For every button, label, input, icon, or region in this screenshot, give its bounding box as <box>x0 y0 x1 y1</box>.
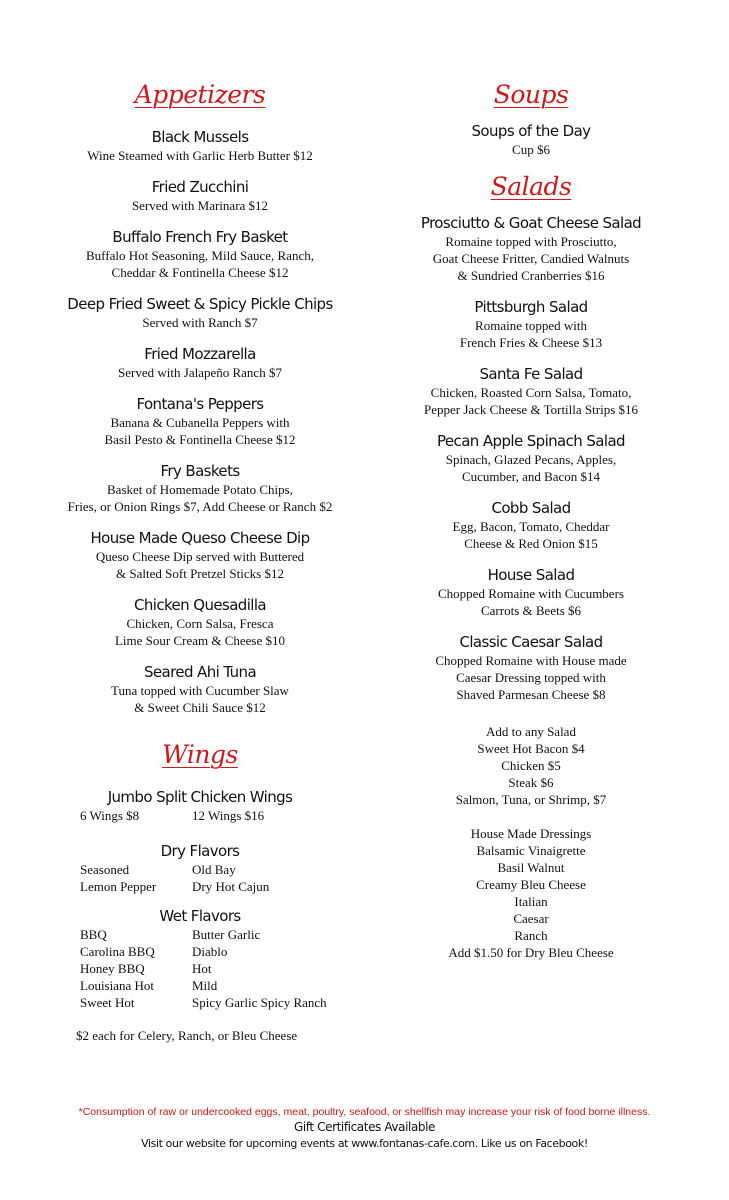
menu-item-description <box>390 233 672 284</box>
menu-item-description-line: French Fries & Cheese $13 <box>459 335 603 350</box>
menu-item-name: Fontana's Peppers <box>136 395 264 413</box>
menu-item <box>0 462 400 515</box>
menu-item-description <box>390 317 672 351</box>
dry-flavors-title: Dry Flavors <box>160 842 240 860</box>
menu-item-description-line: Lime Sour Cream & Cheese $10 <box>114 633 286 648</box>
website-note: Visit our website for upcoming events at www.fontanas-cafe.com. Like us on Facebook! <box>141 1137 588 1150</box>
wing-flavor: Louisiana Hot <box>80 978 155 993</box>
menu-item-description-line: Chicken, Corn Salsa, Fresca <box>126 616 274 631</box>
menu-item-name: Deep Fried Sweet & Spicy Pickle Chips <box>67 295 333 313</box>
footer <box>0 1105 729 1152</box>
menu-item-description-line: Carrots & Beets $6 <box>480 603 581 618</box>
menu-item-description-line: Served with Jalapeño Ranch $7 <box>118 365 282 380</box>
menu-item-name: Fry Baskets <box>160 462 240 480</box>
menu-item-description <box>0 615 400 649</box>
wing-flavor: Seasoned <box>80 862 130 877</box>
menu-item-description-line: Fries, or Onion Rings $7, Add Cheese or Ranch $2 <box>67 499 333 514</box>
menu-item-description-line: Chopped Romaine with House made <box>435 653 627 668</box>
gift-certificates: Gift Certificates Available <box>293 1120 436 1134</box>
menu-item-name: Seared Ahi Tuna <box>143 663 257 681</box>
menu-item-description <box>390 518 672 552</box>
appetizers-heading: Appetizers <box>134 80 266 109</box>
menu-item-description-line: Spinach, Glazed Pecans, Apples, <box>445 452 617 467</box>
menu-item-description-line: Goat Cheese Fritter, Candied Walnuts <box>432 251 630 266</box>
wings-extras: $2 each for Celery, Ranch, or Bleu Cheese <box>76 1028 298 1043</box>
menu-item-description <box>0 414 400 448</box>
dressing-line: Creamy Bleu Cheese <box>476 877 586 892</box>
menu-item-description-line: Chopped Romaine with Cucumbers <box>438 586 624 601</box>
menu-item-name: Pittsburgh Salad <box>474 298 588 316</box>
menu-item <box>0 596 400 649</box>
salads-heading: Salads <box>490 172 572 201</box>
menu-item-description-line: Cheese & Red Onion $15 <box>464 536 598 551</box>
menu-item-description-line: Tuna topped with Cucumber Slaw <box>111 683 289 698</box>
dressing-line: Balsamic Vinaigrette <box>476 843 586 858</box>
food-safety-warning: *Consumption of raw or undercooked eggs, meat, poultry, seafood, or shellfish may increase your risk of food borne illness. <box>78 1106 651 1118</box>
menu-item-description <box>390 585 672 619</box>
menu-item-description-line: Pepper Jack Cheese & Tortilla Strips $16 <box>423 402 639 417</box>
menu-item-name: Classic Caesar Salad <box>459 633 603 651</box>
menu-item-description-line: & Salted Soft Pretzel Sticks $12 <box>116 566 284 581</box>
menu-item-description-line: Served with Marinara $12 <box>131 198 269 213</box>
wing-flavor: Honey BBQ <box>80 961 145 976</box>
menu-item-description <box>0 314 400 331</box>
menu-item-description <box>0 147 400 164</box>
wing-flavor: Dry Hot Cajun <box>192 879 270 894</box>
menu-item <box>390 214 672 284</box>
menu-item <box>390 122 672 158</box>
wings-sizes <box>0 807 400 824</box>
menu-item-description-line: Cucumber, and Bacon $14 <box>461 469 601 484</box>
menu-item-description-line: Egg, Bacon, Tomato, Cheddar <box>452 519 610 534</box>
menu-item-description-line: Queso Cheese Dip served with Buttered <box>95 549 305 564</box>
dry-flavors-grid <box>0 861 400 895</box>
salad-addon-line: Add to any Salad <box>486 724 576 739</box>
menu-item-description-line: Romaine topped with <box>475 318 587 333</box>
salad-addon-line: Steak $6 <box>508 775 554 790</box>
menu-item <box>0 228 400 281</box>
menu-item-description-line: Wine Steamed with Garlic Herb Butter $12 <box>87 148 313 163</box>
wet-flavors-grid <box>0 926 400 1011</box>
appetizer-list <box>0 128 400 716</box>
menu-item-description-line: Chicken, Roasted Corn Salsa, Tomato, <box>430 385 632 400</box>
dressing-line: Caesar <box>513 911 549 926</box>
menu-item <box>390 633 672 703</box>
menu-item-description <box>0 682 400 716</box>
dressing-line: House Made Dressings <box>470 826 592 841</box>
menu-item-description <box>0 197 400 214</box>
salad-list <box>390 214 672 703</box>
menu-item-description-line: Caesar Dressing topped with <box>456 670 606 685</box>
wing-flavor: Butter Garlic <box>192 927 261 942</box>
menu-item <box>0 529 400 582</box>
left-column <box>0 80 400 1044</box>
salad-addon-line: Chicken $5 <box>501 758 561 773</box>
menu-item-description-line: Basket of Homemade Potato Chips, <box>107 482 293 497</box>
menu-item-description-line: Shaved Parmesan Cheese $8 <box>456 687 606 702</box>
menu-item-name: Fried Mozzarella <box>144 345 256 363</box>
menu-item-description-line: Cheddar & Fontinella Cheese $12 <box>111 265 289 280</box>
menu-item-description <box>390 451 672 485</box>
menu-item-name: Cobb Salad <box>491 499 571 517</box>
dry-flavors <box>0 842 400 895</box>
dressing-line: Basil Walnut <box>497 860 565 875</box>
menu-item-name: Chicken Quesadilla <box>133 596 266 614</box>
menu-item <box>390 432 672 485</box>
salad-addons <box>390 723 672 808</box>
menu-item <box>0 345 400 381</box>
menu-item <box>390 566 672 619</box>
wing-flavor: Diablo <box>192 944 228 959</box>
wings-title: Jumbo Split Chicken Wings <box>107 788 293 806</box>
menu-item <box>390 365 672 418</box>
menu-item-description <box>390 141 672 158</box>
menu-item-description-line: Served with Ranch $7 <box>142 315 258 330</box>
soup-list <box>390 122 672 158</box>
wing-flavor: Sweet Hot <box>80 995 135 1010</box>
wings-item <box>0 788 400 824</box>
wing-flavor: Carolina BBQ <box>80 944 155 959</box>
menu-item-name: Santa Fe Salad <box>479 365 583 383</box>
menu-item <box>0 128 400 164</box>
menu-item-name: Prosciutto & Goat Cheese Salad <box>420 214 642 232</box>
menu-item <box>390 499 672 552</box>
menu-item <box>0 663 400 716</box>
menu-item-name: Black Mussels <box>151 128 249 146</box>
wing-flavor: Lemon Pepper <box>80 879 157 894</box>
right-column <box>390 80 672 961</box>
menu-item <box>0 178 400 214</box>
menu-item-description-line: Buffalo Hot Seasoning, Mild Sauce, Ranch, <box>86 248 314 263</box>
menu-item-description-line: & Sweet Chili Sauce $12 <box>134 700 266 715</box>
wing-flavor: Spicy Garlic Spicy Ranch <box>192 995 327 1010</box>
wet-flavors <box>0 907 400 1011</box>
menu-item-description-line: Basil Pesto & Fontinella Cheese $12 <box>104 432 296 447</box>
menu-item-name: Soups of the Day <box>471 122 591 140</box>
wing-flavor: Hot <box>192 961 212 976</box>
menu-item <box>0 295 400 331</box>
wet-flavors-title: Wet Flavors <box>159 907 241 925</box>
wings-size-6: 6 Wings $8 <box>80 808 140 823</box>
menu-item-name: Buffalo French Fry Basket <box>112 228 288 246</box>
wings-heading: Wings <box>162 740 238 769</box>
wing-flavor: Old Bay <box>192 862 236 877</box>
dressing-line: Add $1.50 for Dry Bleu Cheese <box>448 945 614 960</box>
menu-item-name: House Made Queso Cheese Dip <box>90 529 310 547</box>
wing-flavor: BBQ <box>80 927 107 942</box>
menu-item-name: House Salad <box>487 566 575 584</box>
wings-size-12: 12 Wings $16 <box>192 808 265 823</box>
menu-item-description-line: Banana & Cubanella Peppers with <box>110 415 290 430</box>
menu-item-description <box>390 652 672 703</box>
menu-item-description-line: Romaine topped with Prosciutto, <box>445 234 617 249</box>
salad-dressings <box>390 825 672 961</box>
wing-flavor: Mild <box>192 978 218 993</box>
menu-item-description-line: & Sundried Cranberries $16 <box>457 268 605 283</box>
dressing-line: Italian <box>514 894 548 909</box>
menu-item-description <box>390 384 672 418</box>
soups-heading: Soups <box>493 80 569 109</box>
menu-item-description <box>0 481 400 515</box>
salad-addon-line: Sweet Hot Bacon $4 <box>477 741 585 756</box>
menu-item-name: Fried Zucchini <box>151 178 249 196</box>
salad-addon-line: Salmon, Tuna, or Shrimp, $7 <box>455 792 607 807</box>
menu-item-description <box>0 364 400 381</box>
menu-item-description <box>0 548 400 582</box>
menu-item-name: Pecan Apple Spinach Salad <box>437 432 625 450</box>
menu-item-description <box>0 247 400 281</box>
menu-item-description-line: Cup $6 <box>512 142 550 157</box>
dressing-line: Ranch <box>514 928 548 943</box>
menu-item <box>390 298 672 351</box>
menu-item <box>0 395 400 448</box>
